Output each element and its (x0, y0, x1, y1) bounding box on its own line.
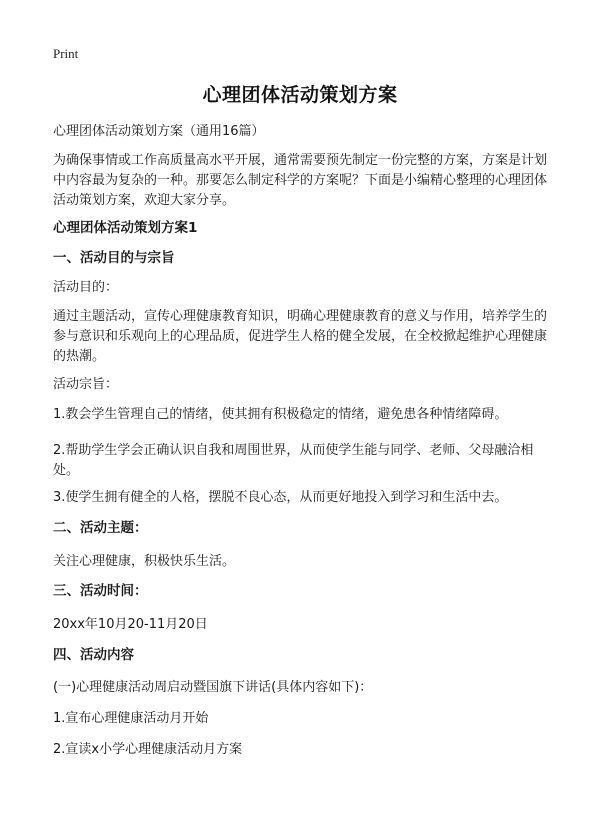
time-text: 20xx年10月20-11月20日 (53, 617, 208, 632)
print-link[interactable]: Print (53, 46, 79, 61)
purpose-label: 活动目的： (53, 280, 119, 295)
intro-paragraph: 为确保事情或工作高质量高水平开展，通常需要预先制定一份完整的方案，方案是计划中内容最为复杂的一种。那要怎么制定科学的方案呢？下面是小编精心整理的心理团体活动策划方案，欢迎大家分享。 (53, 153, 548, 208)
theme-text: 关注心理健康，积极快乐生活。 (53, 554, 236, 569)
document-title: 心理团体活动策划方案 (202, 84, 398, 106)
document-subtitle: 心理团体活动策划方案（通用16篇） (53, 124, 265, 139)
heading-content: 四、活动内容 (53, 647, 134, 663)
content-item-3: 2.宣读x小学心理健康活动月方案 (53, 742, 243, 757)
tenet-item-1: 1.教会学生管理自己的情绪，使其拥有积极稳定的情绪，避免患各种情绪障碍。 (53, 407, 508, 422)
tenet-item-2: 2.帮助学生学会正确认识自我和周围世界，从而使学生能与同学、老师、父母融洽相处。 (53, 443, 534, 478)
heading-time: 三、活动时间： (53, 583, 148, 599)
tenet-item-3: 3.使学生拥有健全的人格，摆脱不良心态，从而更好地投入到学习和生活中去。 (53, 490, 508, 505)
heading-purpose-tenet: 一、活动目的与宗旨 (53, 250, 175, 266)
section-title: 心理团体活动策划方案1 (53, 220, 198, 236)
tenet-label: 活动宗旨： (53, 377, 119, 392)
content-item-2: 1.宣布心理健康活动月开始 (53, 711, 209, 726)
purpose-paragraph: 通过主题活动，宣传心理健康教育知识，明确心理健康教育的意义与作用，培养学生的参与意识和乐观向上的心理品质，促进学生人格的健全发展，在全校掀起维护心理健康的热潮。 (53, 309, 548, 364)
content-item-1: (一)心理健康活动周启动暨国旗下讲话(具体内容如下)： (53, 680, 373, 695)
heading-theme: 二、活动主题： (53, 520, 148, 536)
